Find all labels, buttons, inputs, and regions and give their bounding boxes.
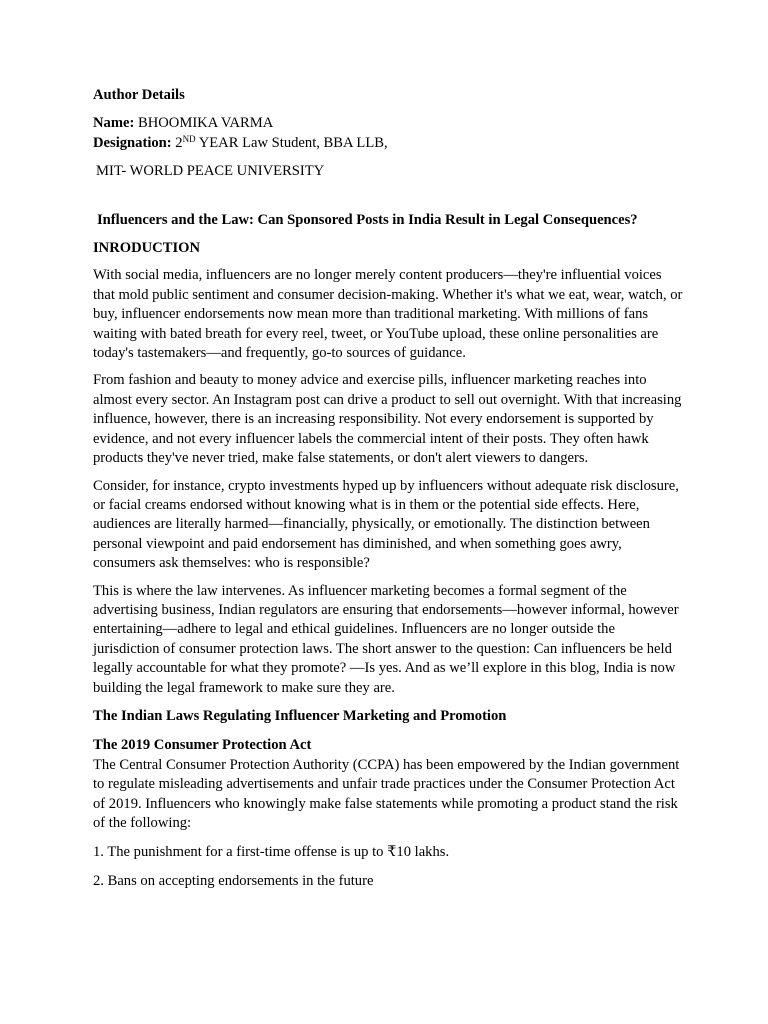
name-label: Name: — [93, 115, 135, 132]
author-name-line — [93, 114, 683, 133]
document-page — [93, 86, 683, 891]
name-value: BHOOMIKA VARMA — [134, 115, 274, 132]
designation-rest: YEAR Law Student, BBA LLB, — [195, 134, 388, 151]
paragraph-1: With social media, influencers are no longer merely content producers—they're influential voices that mold public sentiment and consumer decision-making. Whether it's what we eat, wear, watch, or buy, influencer endorsements now mean more than traditional marketing. With millions of fans waiting with bated breath for every reel, tweet, or YouTube upload, these online personalities are today's tastemakers—and frequently, go-to sources of guidance. — [93, 267, 683, 362]
author-details-heading: Author Details — [93, 87, 185, 103]
designation-label: Designation: — [93, 134, 172, 151]
paragraph-3: Consider, for instance, crypto investments hyped up by influencers without adequate risk disclosure, or facial creams endorsed without knowing what is in them or the potential side effects. Here, audiences are literally harmed—financially, physically, or emotionally. The distinction between personal viewpoint and paid endorsement has diminished, and when something goes awry, consumers ask themselves: who is responsible? — [93, 477, 679, 572]
article-title: Influencers and the Law: Can Sponsored Posts in India Result in Legal Consequences? — [97, 211, 638, 228]
laws-section-heading: The Indian Laws Regulating Influencer Marketing and Promotion — [93, 707, 507, 724]
designation-line — [93, 134, 683, 153]
consumer-protection-act-heading: The 2019 Consumer Protection Act — [93, 737, 312, 754]
list-item: 1. The punishment for a first-time offense is up to ₹10 lakhs. — [93, 844, 450, 861]
consumer-protection-act-text: The Central Consumer Protection Authority (CCPA) has been empowered by the Indian government to regulate misleading advertisements and unfair trade practices under the Consumer Protection Act of 2019. Influencers who knowingly make false statements while promoting a product stand the risk of the following: — [93, 756, 680, 831]
list-item: 2. Bans on accepting endorsements in the future — [93, 872, 374, 889]
paragraph-2: From fashion and beauty to money advice and exercise pills, influencer marketing reaches into almost every sector. An Instagram post can drive a product to sell out overnight. With that increasing influence, however, there is an increasing responsibility. Not every endorsement is supported by evidence, and not every influencer labels the commercial intent of their posts. They often hawk products they've never tried, make false statements, or don't alert viewers to dangers. — [93, 372, 682, 467]
university-name: MIT- WORLD PEACE UNIVERSITY — [96, 163, 325, 180]
paragraph-4: This is where the law intervenes. As influencer marketing becomes a formal segment of the advertising business, Indian regulators are ensuring that endorsements—however informal, however entertaining—adhere to legal and ethical guidelines. Influencers are no longer outside the jurisdiction of consumer protection laws. The short answer to the question: Can influencers be held legally accountable for what they promote? —Is yes. And as we’ll explore in this blog, India is now building the legal framework to make sure they are. — [93, 582, 679, 696]
designation-superscript: ND — [182, 133, 196, 144]
designation-number: 2 — [171, 134, 183, 151]
introduction-heading: INRODUCTION — [93, 240, 201, 257]
